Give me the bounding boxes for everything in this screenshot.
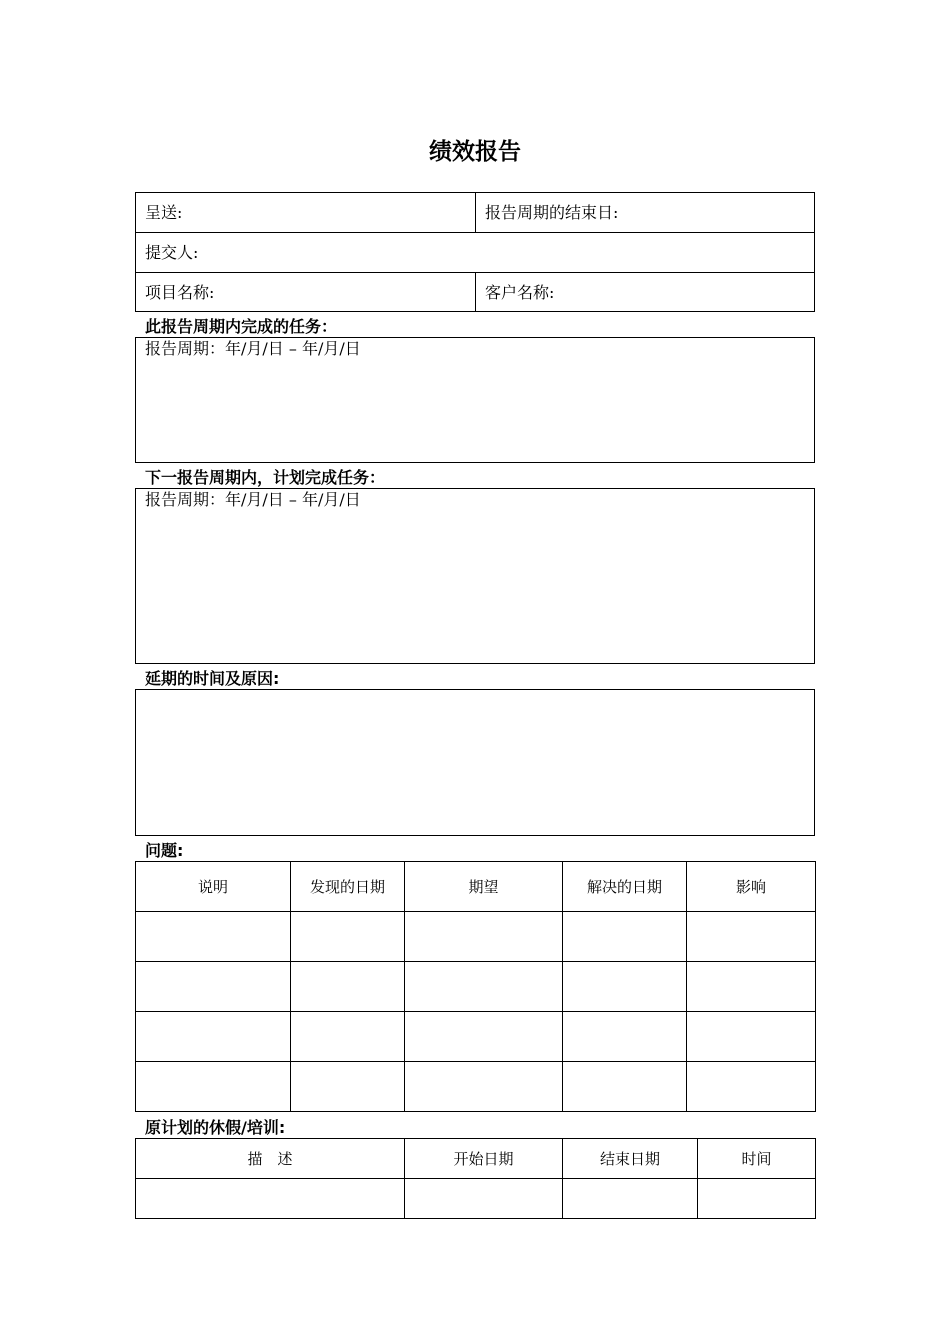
table-cell[interactable] <box>405 962 563 1012</box>
table-cell[interactable] <box>136 1179 405 1219</box>
column-header: 期望 <box>405 862 563 912</box>
table-cell[interactable] <box>405 912 563 962</box>
table-row <box>136 1012 816 1062</box>
column-header: 解决的日期 <box>563 862 687 912</box>
table-cell[interactable] <box>291 1062 405 1112</box>
table-row <box>136 1062 816 1112</box>
header-row <box>136 233 814 273</box>
table-cell[interactable] <box>687 962 816 1012</box>
period-end-field[interactable]: 报告周期的结束日: <box>485 203 619 222</box>
table-cell[interactable] <box>563 1062 687 1112</box>
page-title: 绩效报告 <box>429 139 521 165</box>
table-cell[interactable] <box>563 912 687 962</box>
completed-tasks-box[interactable] <box>135 337 815 463</box>
column-header: 描 述 <box>136 1139 405 1179</box>
table-cell[interactable] <box>563 962 687 1012</box>
issues-label: 问题: <box>145 841 184 860</box>
submitted-by-field[interactable]: 提交人: <box>145 243 199 262</box>
next-tasks-label: 下一报告周期内，计划完成任务： <box>145 468 386 487</box>
column-header: 发现的日期 <box>291 862 405 912</box>
delay-label: 延期的时间及原因: <box>145 669 280 688</box>
table-cell[interactable] <box>687 1012 816 1062</box>
table-cell[interactable] <box>405 1012 563 1062</box>
header-row <box>136 193 814 233</box>
table-header-row <box>136 862 816 912</box>
next-tasks-box[interactable] <box>135 488 815 664</box>
delay-box[interactable] <box>135 689 815 836</box>
table-cell[interactable] <box>291 1012 405 1062</box>
table-cell[interactable] <box>563 1179 698 1219</box>
header-row <box>136 273 814 312</box>
table-cell[interactable] <box>405 1062 563 1112</box>
client-name-field[interactable]: 客户名称: <box>485 283 555 302</box>
completed-period-text: 报告周期：年/月/日 – 年/月/日 <box>145 339 361 358</box>
table-cell[interactable] <box>687 1062 816 1112</box>
table-cell[interactable] <box>291 912 405 962</box>
leave-table <box>135 1138 816 1219</box>
issues-table <box>135 861 816 1112</box>
table-cell[interactable] <box>136 1012 291 1062</box>
table-cell[interactable] <box>405 1179 563 1219</box>
table-cell[interactable] <box>291 962 405 1012</box>
table-row <box>136 912 816 962</box>
column-header: 结束日期 <box>563 1139 698 1179</box>
table-cell[interactable] <box>687 912 816 962</box>
table-cell[interactable] <box>698 1179 816 1219</box>
next-period-text: 报告周期：年/月/日 – 年/月/日 <box>145 490 361 509</box>
header-info-table <box>135 192 815 312</box>
table-row <box>136 962 816 1012</box>
table-cell[interactable] <box>563 1012 687 1062</box>
table-cell[interactable] <box>136 912 291 962</box>
column-header: 说明 <box>136 862 291 912</box>
table-header-row <box>136 1139 816 1179</box>
column-header: 开始日期 <box>405 1139 563 1179</box>
table-cell[interactable] <box>136 1062 291 1112</box>
table-cell[interactable] <box>136 962 291 1012</box>
project-name-field[interactable]: 项目名称: <box>145 283 215 302</box>
completed-tasks-label: 此报告周期内完成的任务： <box>145 317 338 336</box>
column-header: 影响 <box>687 862 816 912</box>
table-row <box>136 1179 816 1219</box>
presented-to-field[interactable]: 呈送: <box>145 203 183 222</box>
column-header: 时间 <box>698 1139 816 1179</box>
leave-label: 原计划的休假/培训: <box>145 1118 286 1137</box>
